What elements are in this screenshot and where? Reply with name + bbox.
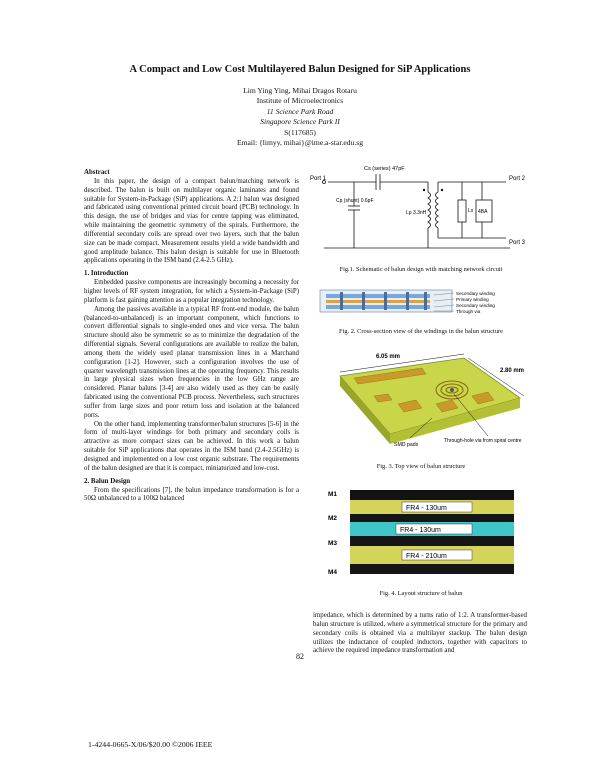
balun-design-continuation: impedance, which is determined by a turns ratio of 1:2. A transformer-based balun structure is utilized, where a symmetrical structure for the primary and secondary coils is obtained via a multilayer stackup. The balun design utilizes the inductance of coupled inductors, together with capacitors to achieve the required impedance transformation and	[313, 612, 527, 655]
dim-width-label: 6.05 mm	[376, 354, 401, 360]
authors: Lim Ying Ying, Mihai Dragos Rotaru	[243, 86, 357, 95]
ls-label: Ls	[468, 208, 474, 214]
email: Email: {limyy, mihai}@ime.a-star.edu.sg	[237, 138, 363, 148]
left-column	[84, 165, 299, 504]
intro-paragraph-2: Among the passives available in a typical RF front-end module, the balun (balanced-to-unbalanced) is an important component, which functions to convert differential signals to single-ended ones and vice versa. The balun structure should also be symmetric so as to minimize the degradation of the differential signals. Several configurations are available to realize the balun, among them the widely used planar transmission lines in a Marchand configuration [1-2]. However, such a configuration involves the use of quarter wavelength transmission lines at the operating frequency. This results in large physical sizes when frequencies in the low GHz range are considered. Planar baluns [3-4] are also widely used as they can be easily fabricated using the conventional PCB process. Nevertheless, such structures suffer from large sizes and poor return loss and isolation at the balanced ports.	[84, 305, 299, 419]
port-1-label: Port 1	[310, 176, 327, 182]
layer-1-label: FR4 - 130um	[406, 505, 447, 512]
m1-label: M1	[328, 491, 338, 498]
figure-2-cross-section	[318, 286, 530, 326]
abstract-text: In this paper, the design of a compact balun/matching network is described. The balun is built on multilayer organic laminates and found suitable for System-in-Package (SiP) applications. A 2:1 balun was designed and fabricated using conventional printed circuit board (PCB) technology. In this design, the use of bridges and vias for centre tapping was eliminated, while maintaining the geometric symmetry of the spirals. Furthermore, the differential secondary coils are spread over two layers, such that the balun size can be made compact. Measurement results yield a wide bandwidth and good amplitude balance. This balun design is suitable for use in Bluetooth applications operating in the ISM band (2.4-2.5 GHz).	[84, 177, 299, 265]
copyright-footer: 1-4244-0665-X/06/$20.00 ©2006 IEEE	[88, 740, 213, 749]
figure-2-caption: Fig. 2. Cross-section view of the windings in the balun structure	[338, 328, 503, 335]
intro-paragraph-1: Embedded passive components are increasingly becoming a necessity for higher levels of RF system integration, for which a System-in-Package (SiP) platform is fast gaining attention as a popular integration technology.	[84, 279, 299, 304]
smd-pads-label: SMD pads	[394, 442, 419, 448]
legend-secondary-winding-1: Secondary winding	[456, 291, 495, 296]
institute: Institute of Microelectronics	[256, 96, 344, 106]
layer-2-label: FR4 - 130um	[400, 527, 441, 534]
figure-1-caption: Fig.1. Schematic of balun design with matching network circuit	[339, 266, 503, 273]
figure-4-layout	[326, 484, 522, 584]
layer-3-label: FR4 - 210um	[406, 553, 447, 560]
address-line-1: 11 Science Park Road	[266, 106, 334, 116]
figure-1-schematic	[310, 160, 532, 262]
right-column-text	[313, 612, 527, 656]
intro-paragraph-3: On the other hand, implementing transformer/balun structures [5-6] in the form of multi-layer windings for both primary and secondary coils is attractive as more compact sizes can be achieved. In this work a balun suitable for SiP applications that operates in the ISM band (2.4-2.5GHz) is designed and implemented on a low cost organic substrate. The requirements of the balun designed are that it is compact, miniaturized and low-cost.	[84, 420, 299, 472]
figure-3-top-view	[312, 346, 532, 458]
lp-label: Lp 3.3nH	[406, 210, 427, 216]
legend-primary-winding: Primary winding	[456, 297, 489, 302]
dim-height-label: 2.80 mm	[500, 368, 525, 374]
legend-secondary-winding-2: Secondary winding	[456, 303, 495, 308]
paper-title: A Compact and Low Cost Multilayered Balun Designed for SiP Applications	[129, 64, 471, 75]
m2-label: M2	[328, 515, 338, 522]
figure-3-caption: Fig. 3. Top view of balun structure	[376, 463, 466, 470]
cp-label: Cp (shunt) 0.6pF	[336, 198, 374, 204]
page-number: 82	[296, 652, 304, 661]
address-line-2: Singapore Science Park II	[260, 117, 340, 127]
introduction-heading: 1. Introduction	[84, 270, 129, 278]
m4-label: M4	[328, 569, 338, 576]
postal-code: S(117685)	[284, 127, 316, 137]
balun-design-heading: 2. Balun Design	[84, 477, 131, 485]
port-3-label: Port 3	[509, 240, 526, 246]
figure-4-caption: Fig. 4. Layout structure of balun	[379, 590, 463, 597]
m3-label: M3	[328, 540, 338, 547]
balun-design-paragraph-1: From the specifications [7], the balun impedance transformation is for a 50Ω unbalanced to a 100Ω balanced	[84, 486, 299, 503]
cs-label: Cs (series) 47pF	[364, 166, 405, 172]
port-2-label: Port 2	[509, 176, 526, 182]
abstract-heading: Abstract	[84, 169, 110, 176]
legend-through-via: Through via	[456, 309, 481, 314]
author-block	[0, 86, 600, 148]
through-via-label: Through-hole via from spiral centre	[444, 438, 522, 444]
load-label: 4BA	[478, 209, 488, 215]
